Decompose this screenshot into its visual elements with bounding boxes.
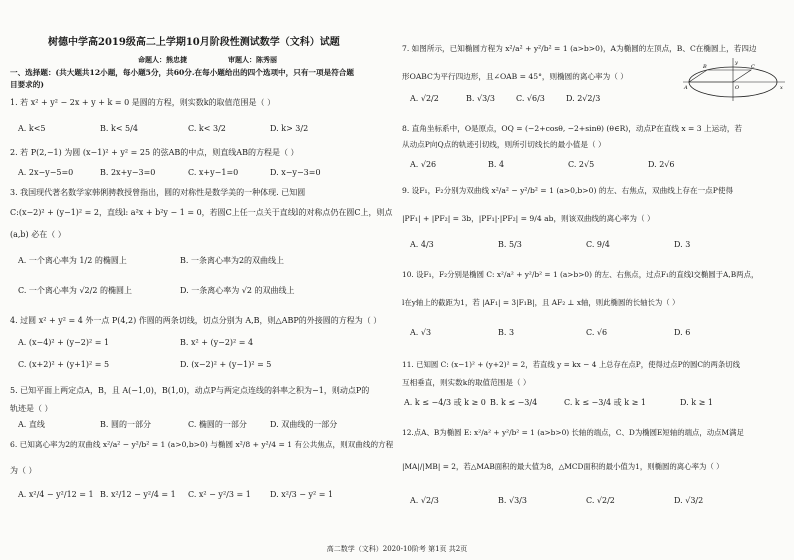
q3-option-a[interactable]: A. 一个离心率为 1/2 的椭圆上	[18, 256, 127, 265]
q11-option-d[interactable]: D. k ≥ 1	[680, 398, 713, 407]
q5-option-c[interactable]: C. 椭圆的一部分	[188, 420, 247, 429]
question-6: 6. 已知离心率为2的双曲线 x²/a² − y²/b² = 1 (a>0,b>0) 与椭圆 x²/8 + y²/4 = 1 有公共焦点，则双曲线的方程	[10, 440, 394, 449]
q2-option-b[interactable]: B. 2x+y−3=0	[100, 168, 156, 177]
question-9-line2: |PF₁| + |PF₂| = 3b，|PF₁|·|PF₂| = 9/4 ab，则该双曲线的离心率为（ ）	[402, 214, 655, 223]
q6-option-a[interactable]: A. x²/4 − y²/12 = 1	[18, 490, 94, 499]
q11-option-b[interactable]: B. k ≤ −3/4	[490, 398, 538, 407]
question-6-line2: 为（ ）	[10, 466, 37, 475]
question-11: 11. 已知圆 C: (x−1)² + (y+2)² = 2，若直线 y = kx − 4 上总存在点P，使得过点P的圆C的两条切线	[402, 360, 741, 369]
q2-option-a[interactable]: A. 2x−y−5=0	[18, 168, 74, 177]
q1-option-d[interactable]: D. k> 3/2	[270, 124, 309, 133]
question-7-line2: 形OABC为平行四边形，且∠OAB = 45°，则椭圆的离心率为（ ）	[402, 72, 628, 81]
q9-option-d[interactable]: D. 3	[674, 240, 691, 249]
q2-option-c[interactable]: C. x+y−1=0	[188, 168, 239, 177]
fig-label-x: x	[780, 85, 783, 91]
q10-option-a[interactable]: A. √3	[410, 328, 432, 337]
question-10-line2: l在y轴上的截距为1，若 |AF₁| = 3|F₁B|，且 AF₂ ⊥ x轴，则此椭圆的长轴长为（ ）	[402, 298, 680, 307]
question-3: 3. 我国现代著名数学家韩俐骋教授曾指出，圆的对称性是数学美的一种体现. 已知圆	[10, 188, 306, 197]
question-3-line3: (a,b) 必在（ ）	[10, 230, 66, 239]
question-8-line2: 从动点P向Q点的轨迹引切线，则所引切线长的最小值是（ ）	[402, 140, 606, 149]
q4-option-a[interactable]: A. (x−4)² + (y−2)² = 1	[18, 338, 110, 347]
q3-option-c[interactable]: C. 一个离心率为 √2/2 的椭圆上	[18, 286, 132, 295]
q2-option-d[interactable]: D. x−y−3=0	[270, 168, 321, 177]
question-1: 1. 若 x² + y² − 2x + y + k = 0 是圆的方程，则实数k的取值范围是（ ）	[10, 98, 276, 107]
fig-label-o: O	[735, 85, 740, 91]
question-10: 10. 设F₁，F₂分别是椭圆 C: x²/a² + y²/b² = 1 (a>b>0) 的左、右焦点，过点F₁的直线l交椭圆于A,B两点，	[402, 270, 759, 279]
q10-option-c[interactable]: C. √6	[586, 328, 608, 337]
q11-option-a[interactable]: A. k ≤ −4/3 或 k ≥ 0	[404, 398, 486, 407]
fig-label-c: C	[751, 64, 755, 70]
question-5-line2: 轨迹是（ ）	[10, 404, 53, 413]
question-2: 2. 若 P(2,−1) 为圆 (x−1)² + y² = 25 的弦AB的中点，则直线AB的方程是（ ）	[10, 148, 299, 157]
q6-option-c[interactable]: C. x² − y²/3 = 1	[188, 490, 251, 499]
ellipse-figure	[683, 56, 786, 102]
question-12: 12.点A、B为椭圆 E: x²/a² + y²/b² = 1 (a>b>0) 长轴的端点，C、D为椭圆E短轴的端点，动点M满足	[402, 428, 744, 437]
q7-option-d[interactable]: D. 2√2/3	[566, 94, 601, 103]
exam-title: 树德中学高2019级高二上学期10月阶段性测试数学（文科）试题	[48, 37, 340, 48]
q5-option-a[interactable]: A. 直线	[18, 420, 45, 429]
q3-option-d[interactable]: D. 一条离心率为 √2 的双曲线上	[180, 286, 295, 295]
section-heading-cont: 目要求的)	[10, 80, 44, 89]
question-11-line2: 互相垂直，则实数k的取值范围是（ ）	[402, 378, 531, 387]
q10-option-d[interactable]: D. 6	[674, 328, 691, 337]
q11-option-c[interactable]: C. k ≤ −3/4 或 k ≥ 1	[564, 398, 646, 407]
q9-option-b[interactable]: B. 5/3	[498, 240, 522, 249]
section-heading: 一、选择题：(共大题共12小题，每小题5分，共60分.在每小题给出的四个选项中，只有一项是符合题	[10, 68, 354, 77]
q12-option-d[interactable]: D. √3/2	[674, 496, 704, 505]
q7-option-b[interactable]: B. √3/3	[466, 94, 495, 103]
q6-option-b[interactable]: B. x²/12 − y²/4 = 1	[100, 490, 176, 499]
fig-label-b: B	[703, 64, 707, 70]
fig-label-y: y	[735, 60, 738, 66]
q7-option-c[interactable]: C. √6/3	[516, 94, 545, 103]
q12-option-a[interactable]: A. √2/3	[410, 496, 439, 505]
question-7: 7. 如图所示，已知椭圆方程为 x²/a² + y²/b² = 1 (a>b>0)，A为椭圆的左顶点，B、C在椭圆上，若四边	[402, 44, 757, 53]
q8-option-b[interactable]: B. 4	[488, 160, 505, 169]
q1-option-b[interactable]: B. k< 5/4	[100, 124, 138, 133]
question-9: 9. 设F₁，F₂分别为双曲线 x²/a² − y²/b² = 1 (a>0,b>0) 的左、右焦点，双曲线上存在一点P使得	[402, 186, 734, 195]
fig-label-a: A	[684, 85, 688, 91]
question-4: 4. 过圆 x² + y² = 4 外一点 P(4,2) 作圆的两条切线，切点分别为 A,B，则△ABP的外接圆的方程为（ ）	[10, 316, 382, 325]
q9-option-a[interactable]: A. 4/3	[410, 240, 434, 249]
question-12-line2: |MA|/|MB| = 2，若△MAB面积的最大值为8，△MCD面积的最小值为1，则椭圆的离心率为（ ）	[402, 462, 724, 471]
q1-option-c[interactable]: C. k< 3/2	[188, 124, 226, 133]
q7-option-a[interactable]: A. √2/2	[410, 94, 439, 103]
author-line: 命题人：熊忠捷	[138, 55, 187, 64]
q9-option-c[interactable]: C. 9/4	[586, 240, 610, 249]
q10-option-b[interactable]: B. 3	[498, 328, 515, 337]
question-5: 5. 已知平面上两定点A，B，且 A(−1,0)，B(1,0)，动点P与两定点连线的斜率之积为−1，则动点P的	[10, 386, 370, 395]
q12-option-c[interactable]: C. √2/2	[586, 496, 615, 505]
q4-option-b[interactable]: B. x² + (y−2)² = 4	[180, 338, 254, 347]
q12-option-b[interactable]: B. √3/3	[498, 496, 527, 505]
q5-option-d[interactable]: D. 双曲线的一部分	[270, 420, 338, 429]
q8-option-a[interactable]: A. √26	[410, 160, 437, 169]
q4-option-c[interactable]: C. (x+2)² + (y+1)² = 5	[18, 360, 110, 369]
q6-option-d[interactable]: D. x²/3 − y² = 1	[270, 490, 334, 499]
q1-option-a[interactable]: A. k<5	[18, 124, 46, 133]
page-footer: 高二数学（文科）2020-10阶考 第1页 共2页	[326, 545, 468, 553]
q5-option-b[interactable]: B. 圆的一部分	[100, 420, 151, 429]
q8-option-c[interactable]: C. 2√5	[568, 160, 595, 169]
q3-option-b[interactable]: B. 一条离心率为2的双曲线上	[180, 256, 285, 265]
q8-option-d[interactable]: D. 2√6	[648, 160, 675, 169]
q4-option-d[interactable]: D. (x−2)² + (y−1)² = 5	[180, 360, 272, 369]
reviewer-line: 审题人：陈秀丽	[228, 55, 277, 64]
question-8: 8. 直角坐标系中，O是原点，OQ = (−2+cosθ, −2+sinθ) (θ∈R)，动点P在直线 x = 3 上运动，若	[402, 124, 743, 133]
question-3-line2: C:(x−2)² + (y−1)² = 2，直线l: a²x + b²y − 1 = 0，若圆C上任一点关于直线l的对称点仍在圆C上，则点	[10, 208, 393, 217]
